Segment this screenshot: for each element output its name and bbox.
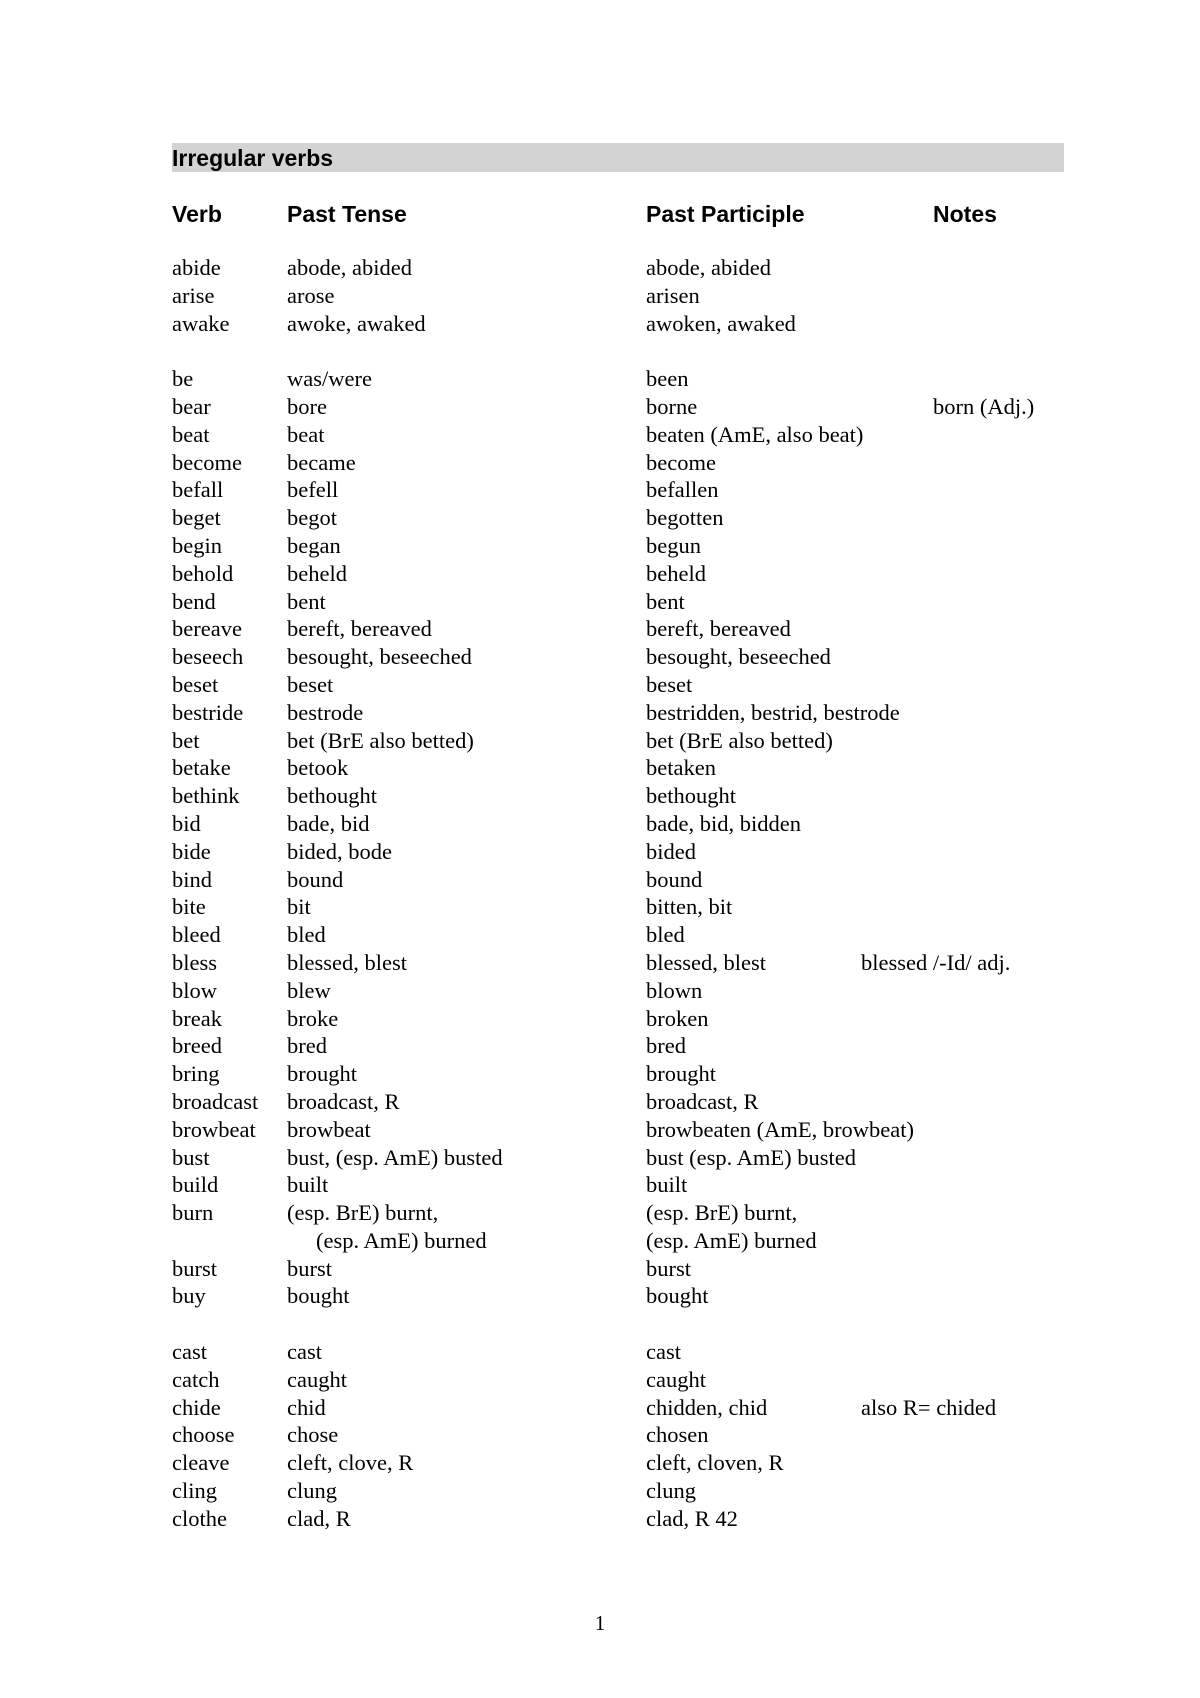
past-tense-cell: bore <box>287 393 327 419</box>
table-row <box>0 977 1200 1005</box>
past-tense-cell: (esp. BrE) burnt, <box>287 1200 439 1226</box>
column-header-verb: Verb <box>172 201 222 227</box>
verb-cell: blow <box>172 977 217 1003</box>
past-participle-cell: beset <box>646 671 693 697</box>
past-tense-cell: beat <box>287 421 325 447</box>
past-tense-cell: befell <box>287 477 339 503</box>
verb-cell: bid <box>172 810 201 836</box>
verb-cell: be <box>172 366 194 392</box>
verb-cell: bend <box>172 588 216 614</box>
verb-cell: break <box>172 1005 222 1031</box>
past-participle-cell: begun <box>646 532 701 558</box>
past-participle-cell: betaken <box>646 755 716 781</box>
past-tense-cell: built <box>287 1172 329 1198</box>
past-tense-cell: bethought <box>287 783 377 809</box>
past-tense-cell: awoke, awaked <box>287 310 426 336</box>
verb-cell: behold <box>172 560 234 586</box>
past-tense-cell: bent <box>287 588 326 614</box>
table-row <box>0 1477 1200 1505</box>
page-number: 1 <box>594 1611 606 1635</box>
past-participle-cell: bethought <box>646 783 736 809</box>
past-participle-cell: broken <box>646 1005 709 1031</box>
past-participle-cell: broadcast, R <box>646 1088 759 1114</box>
table-row <box>0 1116 1200 1144</box>
table-row <box>0 560 1200 588</box>
table-row <box>0 449 1200 477</box>
past-tense-cell: beset <box>287 671 334 697</box>
table-row <box>0 1005 1200 1033</box>
past-participle-cell: become <box>646 449 716 475</box>
verb-cell: cleave <box>172 1450 230 1476</box>
past-participle-cell: bled <box>646 922 685 948</box>
verb-cell: awake <box>172 310 230 336</box>
table-row <box>0 365 1200 393</box>
past-participle-cell: chosen <box>646 1422 709 1448</box>
table-row <box>0 421 1200 449</box>
verb-cell: beseech <box>172 644 244 670</box>
past-tense-cell: bound <box>287 866 344 892</box>
table-row <box>0 866 1200 894</box>
table-row <box>0 1338 1200 1366</box>
column-header-past-participle: Past Participle <box>646 201 805 227</box>
verb-cell: breed <box>172 1033 222 1059</box>
table-row <box>0 838 1200 866</box>
past-tense-cell: bled <box>287 922 326 948</box>
past-participle-cell: blessed, blest <box>646 949 766 975</box>
table-row <box>0 1421 1200 1449</box>
verb-cell: beget <box>172 505 221 531</box>
verb-cell: catch <box>172 1366 220 1392</box>
table-row <box>0 921 1200 949</box>
verb-cell: build <box>172 1172 219 1198</box>
table-row <box>0 643 1200 671</box>
past-tense-cell: cast <box>287 1339 322 1365</box>
past-participle-cell: bound <box>646 866 703 892</box>
past-tense-cell: (esp. AmE) burned <box>316 1227 487 1253</box>
table-row <box>0 727 1200 755</box>
past-participle-cell: bided <box>646 838 696 864</box>
table-row <box>0 1199 1200 1227</box>
verb-cell: become <box>172 449 242 475</box>
verb-cell: bide <box>172 838 211 864</box>
past-participle-cell: begotten <box>646 505 724 531</box>
past-tense-cell: besought, beseeched <box>287 644 472 670</box>
past-tense-cell: betook <box>287 755 349 781</box>
past-participle-cell: bestridden, bestrid, bestrode <box>646 699 900 725</box>
table-row <box>0 754 1200 782</box>
verb-cell: buy <box>172 1283 206 1309</box>
past-participle-cell: bade, bid, bidden <box>646 810 801 836</box>
past-tense-cell: bought <box>287 1283 350 1309</box>
table-row <box>0 282 1200 310</box>
table-row <box>0 1032 1200 1060</box>
verb-cell: bring <box>172 1061 220 1087</box>
verb-cell: bleed <box>172 922 221 948</box>
past-tense-cell: became <box>287 449 356 475</box>
verb-cell: bite <box>172 894 206 920</box>
page-title: Irregular verbs <box>172 145 334 171</box>
table-row <box>0 1394 1200 1422</box>
verb-cell: cling <box>172 1478 217 1504</box>
verb-cell: bet <box>172 727 200 753</box>
group-spacer <box>0 337 1200 365</box>
verb-cell: bear <box>172 393 211 419</box>
past-tense-cell: bust, (esp. AmE) busted <box>287 1144 503 1170</box>
past-tense-cell: bided, bode <box>287 838 392 864</box>
past-participle-cell: bereft, bereaved <box>646 616 791 642</box>
past-participle-cell: borne <box>646 393 698 419</box>
verb-cell: beset <box>172 671 219 697</box>
verb-cell: bless <box>172 949 217 975</box>
table-row <box>0 1449 1200 1477</box>
table-row <box>0 532 1200 560</box>
table-row <box>0 1060 1200 1088</box>
past-tense-cell: browbeat <box>287 1116 371 1142</box>
verb-cell: bust <box>172 1144 210 1170</box>
table-row <box>0 949 1200 977</box>
past-participle-cell: burst <box>646 1255 691 1281</box>
past-participle-cell: (esp. AmE) burned <box>646 1227 817 1253</box>
past-participle-cell: cast <box>646 1339 681 1365</box>
verb-cell: browbeat <box>172 1116 256 1142</box>
past-participle-cell: arisen <box>646 282 700 308</box>
past-tense-cell: bet (BrE also betted) <box>287 727 474 753</box>
past-tense-cell: arose <box>287 282 335 308</box>
verb-cell: bestride <box>172 699 244 725</box>
column-header-past-tense: Past Tense <box>287 201 407 227</box>
table-row <box>0 310 1200 338</box>
past-tense-cell: bred <box>287 1033 327 1059</box>
verb-cell: beat <box>172 421 210 447</box>
past-participle-cell: besought, beseeched <box>646 644 831 670</box>
table-row <box>0 893 1200 921</box>
verb-cell: clothe <box>172 1505 227 1531</box>
past-tense-cell: cleft, clove, R <box>287 1450 414 1476</box>
table-row <box>0 504 1200 532</box>
verb-cell: burst <box>172 1255 217 1281</box>
past-tense-cell: blew <box>287 977 331 1003</box>
verb-cell: bereave <box>172 616 242 642</box>
past-participle-cell: beheld <box>646 560 706 586</box>
past-participle-cell: abode, abided <box>646 255 771 280</box>
table-row <box>0 476 1200 504</box>
verb-cell: cast <box>172 1339 207 1365</box>
verb-cell: chide <box>172 1394 221 1420</box>
past-participle-cell: built <box>646 1172 688 1198</box>
verb-table <box>0 254 1200 1533</box>
verb-cell: betake <box>172 755 231 781</box>
past-tense-cell: burst <box>287 1255 332 1281</box>
notes-cell: born (Adj.) <box>933 393 1035 419</box>
past-tense-cell: chid <box>287 1394 326 1420</box>
table-row <box>0 782 1200 810</box>
verb-cell: abide <box>172 255 221 280</box>
past-tense-cell: began <box>287 532 341 558</box>
notes-cell: also R= chided <box>861 1394 997 1420</box>
table-row <box>0 1282 1200 1310</box>
past-participle-cell: blown <box>646 977 703 1003</box>
verb-cell: choose <box>172 1422 235 1448</box>
table-row <box>0 588 1200 616</box>
past-participle-cell: browbeaten (AmE, browbeat) <box>646 1116 915 1142</box>
past-participle-cell: bought <box>646 1283 709 1309</box>
past-tense-cell: beheld <box>287 560 347 586</box>
table-row <box>0 1255 1200 1283</box>
past-participle-cell: clad, R 42 <box>646 1505 738 1531</box>
table-row <box>0 1505 1200 1533</box>
verb-cell: bethink <box>172 783 240 809</box>
table-row <box>0 1171 1200 1199</box>
past-tense-cell: blessed, blest <box>287 949 407 975</box>
past-tense-cell: caught <box>287 1366 347 1392</box>
past-participle-cell: chidden, chid <box>646 1394 768 1420</box>
table-row <box>0 615 1200 643</box>
past-tense-cell: abode, abided <box>287 255 412 280</box>
table-row <box>0 1144 1200 1172</box>
past-tense-cell: clung <box>287 1478 337 1504</box>
past-tense-cell: bereft, bereaved <box>287 616 432 642</box>
past-participle-cell: beaten (AmE, also beat) <box>646 421 864 447</box>
table-row <box>0 1227 1200 1255</box>
past-participle-cell: bent <box>646 588 685 614</box>
past-tense-cell: bestrode <box>287 699 364 725</box>
past-tense-cell: begot <box>287 505 337 531</box>
notes-cell: blessed /-Id/ adj. <box>861 949 1011 975</box>
group-spacer <box>0 1310 1200 1338</box>
table-row <box>0 699 1200 727</box>
past-participle-cell: befallen <box>646 477 719 503</box>
verb-cell: broadcast <box>172 1088 259 1114</box>
past-tense-cell: broke <box>287 1005 339 1031</box>
past-tense-cell: clad, R <box>287 1505 351 1531</box>
table-row <box>0 810 1200 838</box>
past-participle-cell: brought <box>646 1061 716 1087</box>
past-tense-cell: chose <box>287 1422 339 1448</box>
past-participle-cell: clung <box>646 1478 696 1504</box>
table-row <box>0 254 1200 282</box>
past-tense-cell: brought <box>287 1061 357 1087</box>
past-participle-cell: awoken, awaked <box>646 310 796 336</box>
table-row <box>0 393 1200 421</box>
table-row <box>0 671 1200 699</box>
past-participle-cell: been <box>646 366 689 392</box>
past-participle-cell: (esp. BrE) burnt, <box>646 1200 798 1226</box>
verb-cell: befall <box>172 477 224 503</box>
past-participle-cell: bred <box>646 1033 686 1059</box>
past-participle-cell: caught <box>646 1366 706 1392</box>
past-tense-cell: bade, bid <box>287 810 370 836</box>
past-tense-cell: broadcast, R <box>287 1088 400 1114</box>
past-participle-cell: bitten, bit <box>646 894 733 920</box>
table-row <box>0 1088 1200 1116</box>
verb-cell: burn <box>172 1200 214 1226</box>
past-tense-cell: bit <box>287 894 311 920</box>
past-tense-cell: was/were <box>287 366 372 392</box>
table-row <box>0 1366 1200 1394</box>
verb-cell: begin <box>172 532 222 558</box>
column-header-notes: Notes <box>933 201 997 227</box>
past-participle-cell: bet (BrE also betted) <box>646 727 833 753</box>
verb-cell: arise <box>172 282 215 308</box>
past-participle-cell: bust (esp. AmE) busted <box>646 1144 856 1170</box>
verb-cell: bind <box>172 866 213 892</box>
past-participle-cell: cleft, cloven, R <box>646 1450 784 1476</box>
